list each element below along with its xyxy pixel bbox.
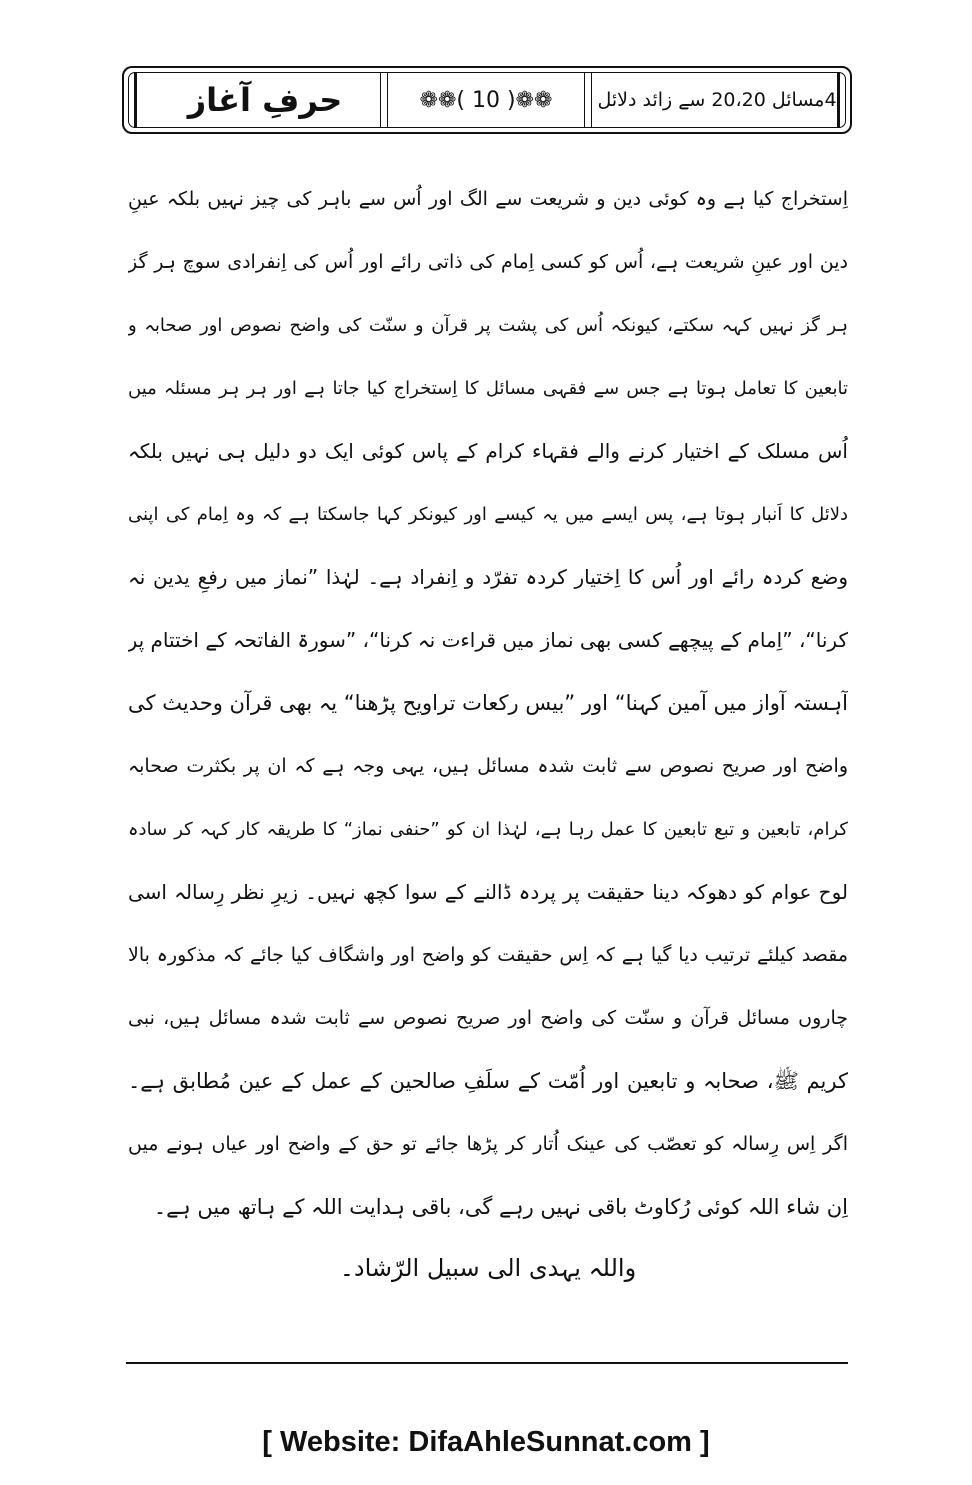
text-line: دلائل کا اَنبار ہوتا ہے، پس ایسے میں یہ کیسے اور کیونکر کہا جاسکتا ہے کہ وہ اِمام کی اپنی — [128, 504, 848, 525]
text-line: واضح اور صریح نصوص سے ثابت شدہ مسائل ہیں، یہی وجہ ہے کہ ان پر بکثرت صحابہ — [128, 755, 848, 777]
text-line: کرام، تابعین و تبع تابعین کا عمل رہا ہے، لہٰذا ان کو ”حنفی نماز“ کا طریقہ کار کہہ کر سادہ — [128, 819, 848, 840]
body-text — [128, 168, 848, 1239]
text-line: آہستہ آواز میں آمین کہنا“ اور ”بیس رکعات تراویح پڑھنا“ یہ بھی قرآن وحدیث کی — [128, 691, 848, 715]
text-line: اِن شاء اللہ کوئی رُکاوٹ باقی نہیں رہے گی، باقی ہدایت اللہ کے ہاتھ میں ہے۔ — [153, 1195, 848, 1219]
text-line: ہر گز نہیں کہہ سکتے، کیونکہ اُس کی پشت پر قرآن و سنّت کی واضح نصوص اور صحابہ و — [128, 315, 848, 336]
text-line: لوح عوام کو دھوکہ دینا حقیقت پر پردہ ڈالنے کے سوا کچھ نہیں۔ زیرِ نظر رِسالہ اسی — [128, 880, 848, 904]
text-line: وضع کردہ رائے اور اُس کا اِختیار کردہ تفرّد و اِنفراد ہے۔ لہٰذا ”نماز میں رفعِ یدین نہ — [128, 565, 848, 589]
text-line: کرنا“، ”اِمام کے پیچھے کسی بھی نماز میں قراءت نہ کرنا“، ”سورۃ الفاتحہ کے اختتام پر — [128, 628, 848, 652]
closing-line: واللہ یہدی الی سبیل الرّشاد۔ — [339, 1254, 637, 1282]
page-number: ❁❁( 10 )❁❁ — [419, 87, 553, 113]
footer-rule — [126, 1362, 848, 1364]
header-separator — [584, 72, 592, 128]
series-title: 4مسائل 20،20 سے زائد دلائل — [597, 89, 837, 111]
text-line: تابعین کا تعامل ہوتا ہے جس سے فقہی مسائل کا اِستخراج کیا جاتا ہے اور ہر ہر مسئلہ میں — [128, 378, 848, 399]
text-line: کریم ﷺ، صحابہ و تابعین اور اُمّت کے سلَفِ صالحین کے عمل کے عین مُطابق ہے۔ — [128, 1069, 848, 1093]
text-line: اگر اِس رِسالہ کو تعصّب کی عینک اُتار کر پڑھا جائے تو حق کے واضح اور عیاں ہونے میں — [128, 1133, 848, 1155]
page-header — [122, 66, 852, 134]
text-line: چاروں مسائل قرآن و سنّت کی واضح اور صریح نصوص سے ثابت شدہ مسائل ہیں، نبی — [128, 1007, 848, 1029]
website-footer: [ Website: DifaAhleSunnat.com ] — [262, 1426, 710, 1458]
text-line: اِستخراج کیا ہے وہ کوئی دین و شریعت سے الگ اور اُس سے باہر کی چیز نہیں بلکہ عینِ — [128, 188, 848, 210]
header-separator — [380, 72, 388, 128]
text-line: اُس مسلک کے اختیار کرنے والے فقہاء کرام کے پاس کوئی ایک دو دلیل ہی نہیں بلکہ — [128, 439, 848, 463]
text-line: دین اور عینِ شریعت ہے، اُس کو کسی اِمام کی ذاتی رائے اور اُس کی اِنفرادی سوچ ہر گز — [128, 251, 848, 273]
chapter-title: حرفِ آغاز — [187, 81, 343, 119]
header-left-bar — [134, 72, 137, 128]
text-line: مقصد کیلئے ترتیب دیا گیا ہے کہ اِس حقیقت کو واضح اور واشگاف کیا جائے کہ مذکورہ بالا — [128, 944, 848, 966]
